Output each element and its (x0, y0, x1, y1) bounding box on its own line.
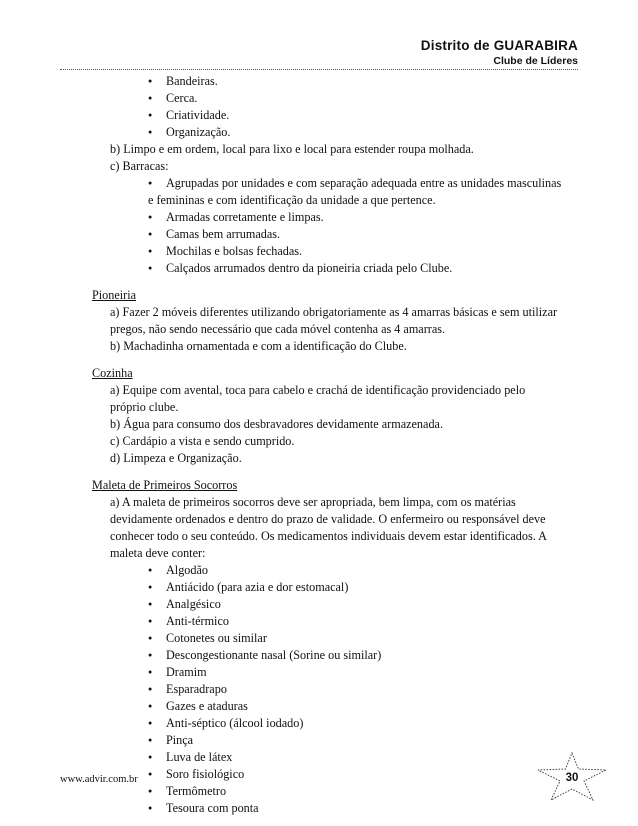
bullet-icon: ● (148, 634, 153, 642)
list-item: Cerca. (166, 91, 198, 105)
text-line: devidamente ordenados e dentro do prazo de validade. O enfermeiro ou responsável deve (110, 512, 546, 526)
bullet-icon: ● (148, 702, 153, 710)
list-item: Gazes e ataduras (166, 699, 248, 713)
text-line: próprio clube. (110, 400, 179, 414)
bullet-icon: ● (148, 651, 153, 659)
bullet-icon: ● (148, 179, 153, 187)
bullet-icon: ● (148, 736, 153, 744)
text-line: b) Limpo e em ordem, local para lixo e local para estender roupa molhada. (110, 142, 474, 156)
bullet-icon: ● (148, 770, 153, 778)
bullet-icon: ● (148, 264, 153, 272)
bullet-icon: ● (148, 787, 153, 795)
list-item: Agrupadas por unidades e com separação adequada entre as unidades masculinas (166, 176, 562, 190)
page-number: 30 (565, 772, 579, 784)
text-line: a) Fazer 2 móveis diferentes utilizando obrigatoriamente as 4 amarras básicas e sem utilizar (110, 305, 558, 319)
bullet-icon: ● (148, 128, 153, 136)
list-item: Soro fisiológico (166, 767, 245, 781)
list-item: Termômetro (166, 784, 227, 798)
text-line: pregos, não sendo necessário que cada móvel contenha as 4 amarras. (110, 322, 446, 336)
page-header (421, 38, 578, 67)
list-item: Antiácido (para azia e dor estomacal) (166, 580, 349, 594)
list-item: Tesoura com ponta (166, 801, 259, 815)
bullet-icon: ● (148, 247, 153, 255)
section-heading: Maleta de Primeiros Socorros (92, 478, 238, 492)
list-item: Camas bem arrumadas. (166, 227, 281, 241)
text-line: c) Barracas: (110, 159, 169, 173)
text-line: b) Água para consumo dos desbravadores devidamente armazenada. (110, 417, 443, 431)
header-divider (60, 69, 578, 70)
bullet-icon: ● (148, 753, 153, 761)
bullet-icon: ● (148, 685, 153, 693)
bullet-icon: ● (148, 583, 153, 591)
list-item: Algodão (166, 563, 208, 577)
section-heading: Pioneiria (92, 288, 137, 302)
club-subtitle: Clube de Líderes (493, 55, 578, 67)
bullet-icon: ● (148, 617, 153, 625)
bullet-icon: ● (148, 566, 153, 574)
bullet-icon: ● (148, 213, 153, 221)
text-line: d) Limpeza e Organização. (110, 451, 242, 465)
footer-url: www.advir.com.br (60, 774, 138, 785)
list-item: Cotonetes ou similar (166, 631, 267, 645)
list-item: Esparadrapo (166, 682, 227, 696)
bullet-icon: ● (148, 111, 153, 119)
list-item: Armadas corretamente e limpas. (166, 210, 324, 224)
list-item: Pinça (166, 733, 194, 747)
list-item: Analgésico (166, 597, 221, 611)
bullet-icon: ● (148, 600, 153, 608)
section-heading: Cozinha (92, 366, 133, 380)
list-item: Criatividade. (166, 108, 230, 122)
text-line: a) A maleta de primeiros socorros deve ser apropriada, bem limpa, com os matérias (110, 495, 516, 509)
bullet-icon: ● (148, 94, 153, 102)
list-item: Anti-térmico (166, 614, 229, 628)
text-line: e femininas e com identificação da unidade a que pertence. (148, 193, 436, 207)
bullet-icon: ● (148, 230, 153, 238)
bullet-icon: ● (148, 719, 153, 727)
text-line: conhecer todo o seu conteúdo. Os medicamentos individuais devem estar identificados. A (110, 529, 547, 543)
list-item: Anti-séptico (álcool iodado) (166, 716, 304, 730)
bullet-icon: ● (148, 804, 153, 812)
list-item: Mochilas e bolsas fechadas. (166, 244, 303, 258)
bullet-icon: ● (148, 668, 153, 676)
list-item: Descongestionante nasal (Sorine ou similar) (166, 648, 382, 662)
bullet-icon: ● (148, 77, 153, 85)
list-item: Bandeiras. (166, 74, 218, 88)
list-item: Organização. (166, 125, 231, 139)
text-line: maleta deve conter: (110, 546, 206, 560)
text-line: a) Equipe com avental, toca para cabelo e crachá de identificação providenciado pelo (110, 383, 526, 397)
text-line: b) Machadinha ornamentada e com a identificação do Clube. (110, 339, 407, 353)
list-item: Calçados arrumados dentro da pioneiria criada pelo Clube. (166, 261, 453, 275)
text-line: c) Cardápio a vista e sendo cumprido. (110, 434, 295, 448)
list-item: Dramim (166, 665, 207, 679)
list-item: Luva de látex (166, 750, 233, 764)
district-title: Distrito de GUARABIRA (420, 38, 578, 53)
